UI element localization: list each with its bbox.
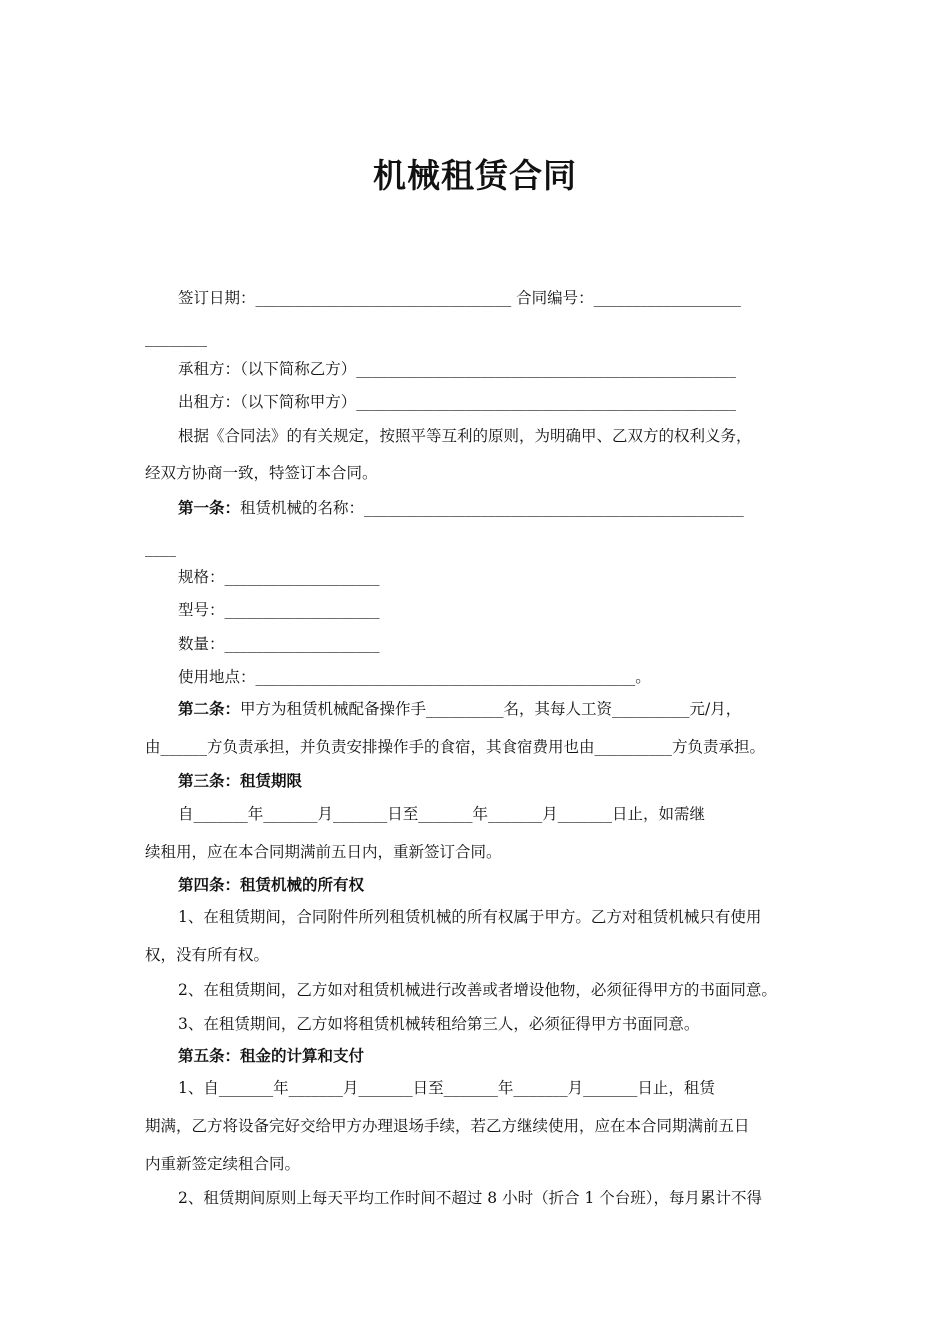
article-1-label: 第一条：	[178, 498, 241, 517]
quantity-line: 数量：____________________	[178, 635, 380, 653]
article-5-item: 期满，乙方将设备完好交给甲方办理退场手续，若乙方继续使用，应在本合同期满前五日	[145, 1117, 750, 1135]
article-4-item: 3、在租赁期间，乙方如将租赁机械转租给第三人，必须征得甲方书面同意。	[178, 1015, 700, 1033]
preamble-line: 经双方协商一致，特签订本合同。	[145, 464, 378, 482]
sign-date-line: 签订日期：_________________________________ 合同编号：___________________	[178, 289, 741, 307]
article-3-heading: 第三条：租赁期限	[178, 771, 303, 790]
article-5-item: 2、租赁期间原则上每天平均工作时间不超过 8 小时（折合 1 个台班），每月累计不得	[178, 1189, 763, 1207]
article-2-label: 第二条：	[178, 699, 241, 718]
article-4-item: 2、在租赁期间，乙方如对租赁机械进行改善或者增设他物，必须征得甲方的书面同意。	[178, 981, 777, 999]
article-5-item: 内重新签定续租合同。	[145, 1155, 301, 1173]
lessee-line: 承租方：（以下简称乙方）_________________________________________________	[178, 360, 737, 378]
location-line: 使用地点：_________________________________________________。	[178, 668, 651, 686]
article-3-text: 续租用，应在本合同期满前五日内，重新签订合同。	[145, 843, 502, 861]
article-2-text: 甲方为租赁机械配备操作手__________名，其每人工资__________元/月，	[240, 700, 742, 718]
article-3-text: 自_______年_______月_______日至_______年_______月_______日止，如需继	[178, 805, 706, 823]
article-4-item: 1、在租赁期间，合同附件所列租赁机械的所有权属于甲方。乙方对租赁机械只有使用	[178, 908, 762, 926]
article-5-item: 1、自_______年_______月_______日至_______年_______月_______日止，租赁	[178, 1079, 715, 1097]
article-5-heading: 第五条：租金的计算和支付	[178, 1046, 365, 1065]
spec-line: 规格：____________________	[178, 568, 380, 586]
continuation-line: ____	[145, 539, 176, 557]
preamble-line: 根据《合同法》的有关规定，按照平等互利的原则，为明确甲、乙双方的权利义务，	[178, 427, 752, 445]
article-4-heading: 第四条：租赁机械的所有权	[178, 875, 365, 894]
page-title: 机械租赁合同	[373, 156, 577, 195]
lessor-line: 出租方：（以下简称甲方）_________________________________________________	[178, 393, 737, 411]
article-1-line	[145, 497, 843, 519]
model-line: 型号：____________________	[178, 601, 380, 619]
article-1-text: 租赁机械的名称：_________________________________________________	[240, 499, 744, 517]
article-2-line: 由______方负责承担，并负责安排操作手的食宿，其食宿费用也由__________方负责承担。	[145, 738, 766, 756]
article-4-item: 权，没有所有权。	[145, 946, 270, 964]
continuation-line: ________	[145, 329, 207, 347]
article-2-line	[145, 698, 843, 720]
